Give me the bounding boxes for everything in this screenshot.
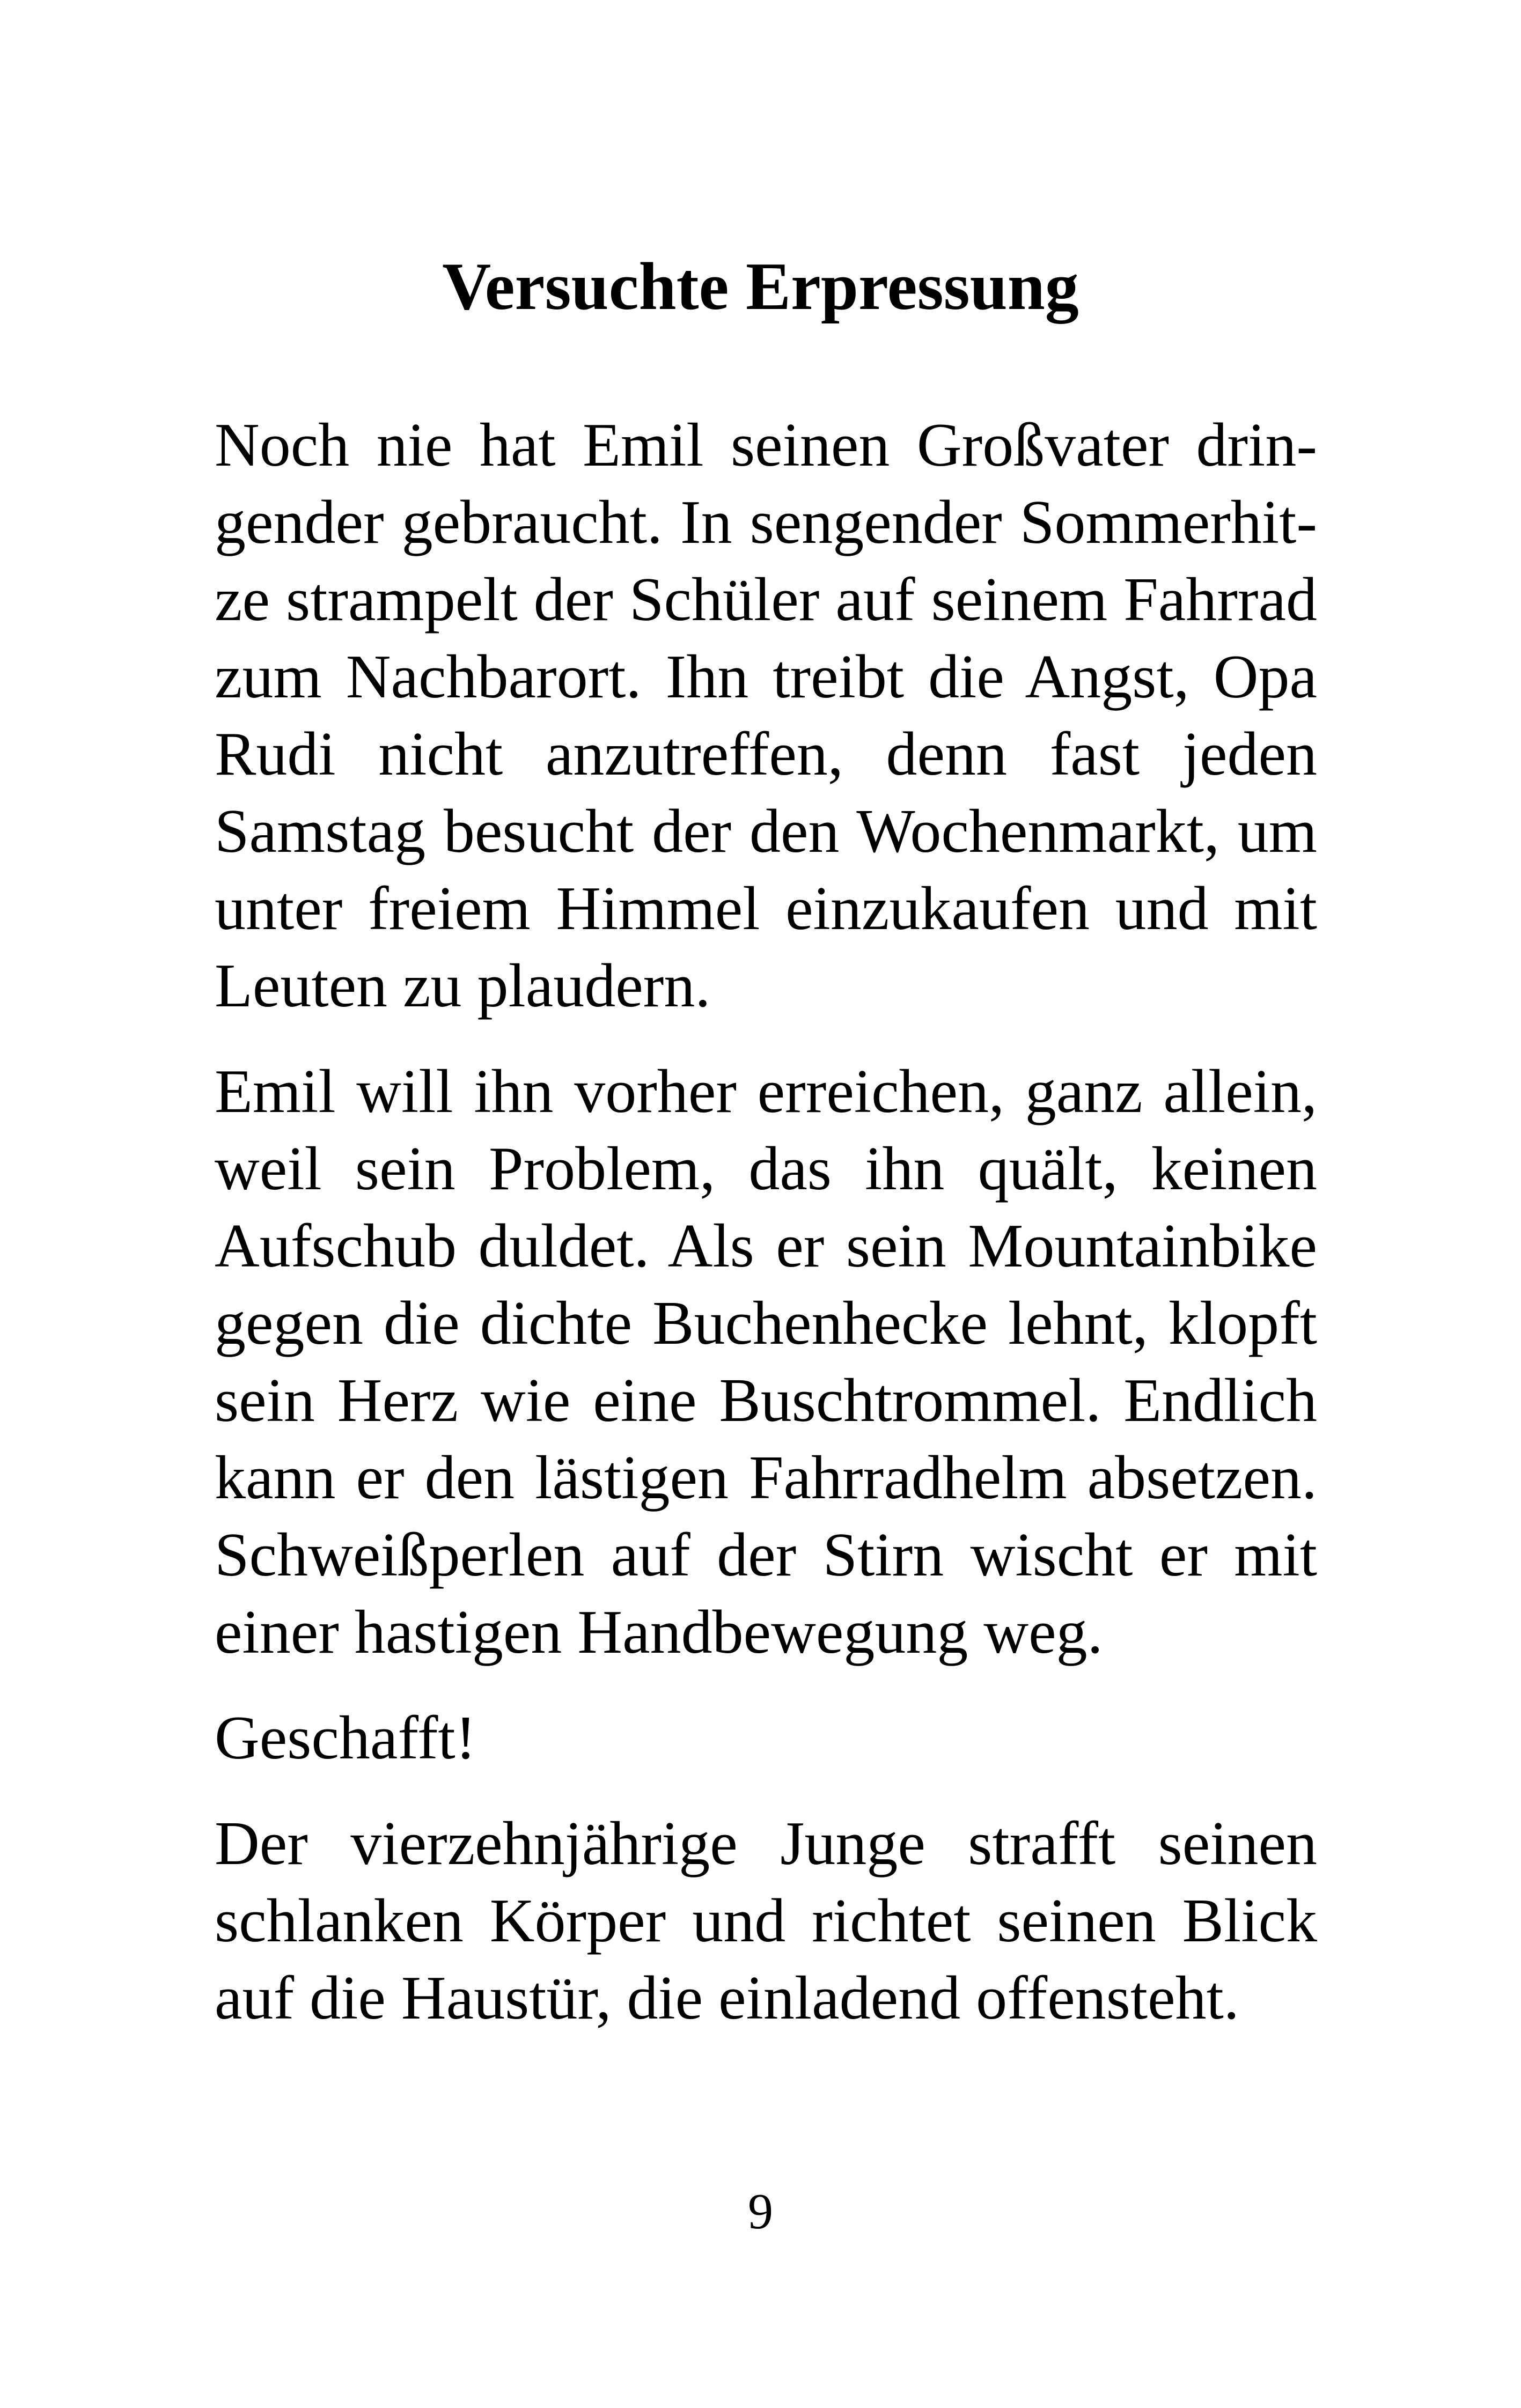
body-text [215,407,1317,2065]
text-line: einer hastigen Handbewegung weg. [215,1598,1103,1667]
text-line: auf die Haustür, die einladend offensteht. [215,1964,1239,2033]
text-line: Leuten zu plaudern. [215,952,711,1020]
text-line: Schweißperlen auf der Stirn wischt er mit [215,1521,1317,1589]
text-line: Rudi nicht anzutreffen, denn fast jeden [215,720,1317,789]
page-number: 9 [748,2184,773,2240]
text-line: Aufschub duldet. Als er sein Mountainbike [215,1212,1317,1280]
text-line: kann er den lästigen Fahrradhelm absetzen. [215,1444,1317,1512]
text-line: Emil will ihn vorher erreichen, ganz allein, [215,1057,1317,1126]
text-line: schlanken Körper und richtet seinen Blick [215,1887,1317,1955]
text-line: Geschafft! [215,1704,476,1772]
text-line: gegen die dichte Buchenhecke lehnt, klopft [215,1289,1317,1358]
text-line: Samstag besucht der den Wochenmarkt, um [215,797,1317,866]
paragraph-2 [215,1053,1317,1671]
text-line: gender gebraucht. In sengender Sommerhit- [215,488,1317,557]
text-line: Noch nie hat Emil seinen Großvater drin- [215,411,1317,480]
text-line: ze strampelt der Schüler auf seinem Fahrrad [215,565,1317,634]
paragraph-1 [215,407,1317,1025]
paragraph-3 [215,1699,1317,1777]
chapter-title: Versuchte Erpressung [442,249,1079,324]
text-line: weil sein Problem, das ihn quält, keinen [215,1135,1317,1203]
text-line: sein Herz wie eine Buschtrommel. Endlich [215,1366,1317,1435]
text-line: Der vierzehnjährige Junge strafft seinen [215,1809,1317,1878]
text-line: zum Nachbarort. Ihn treibt die Angst, Opa [215,643,1317,711]
paragraph-4 [215,1805,1317,2037]
text-line: unter freiem Himmel einzukaufen und mit [215,874,1317,943]
